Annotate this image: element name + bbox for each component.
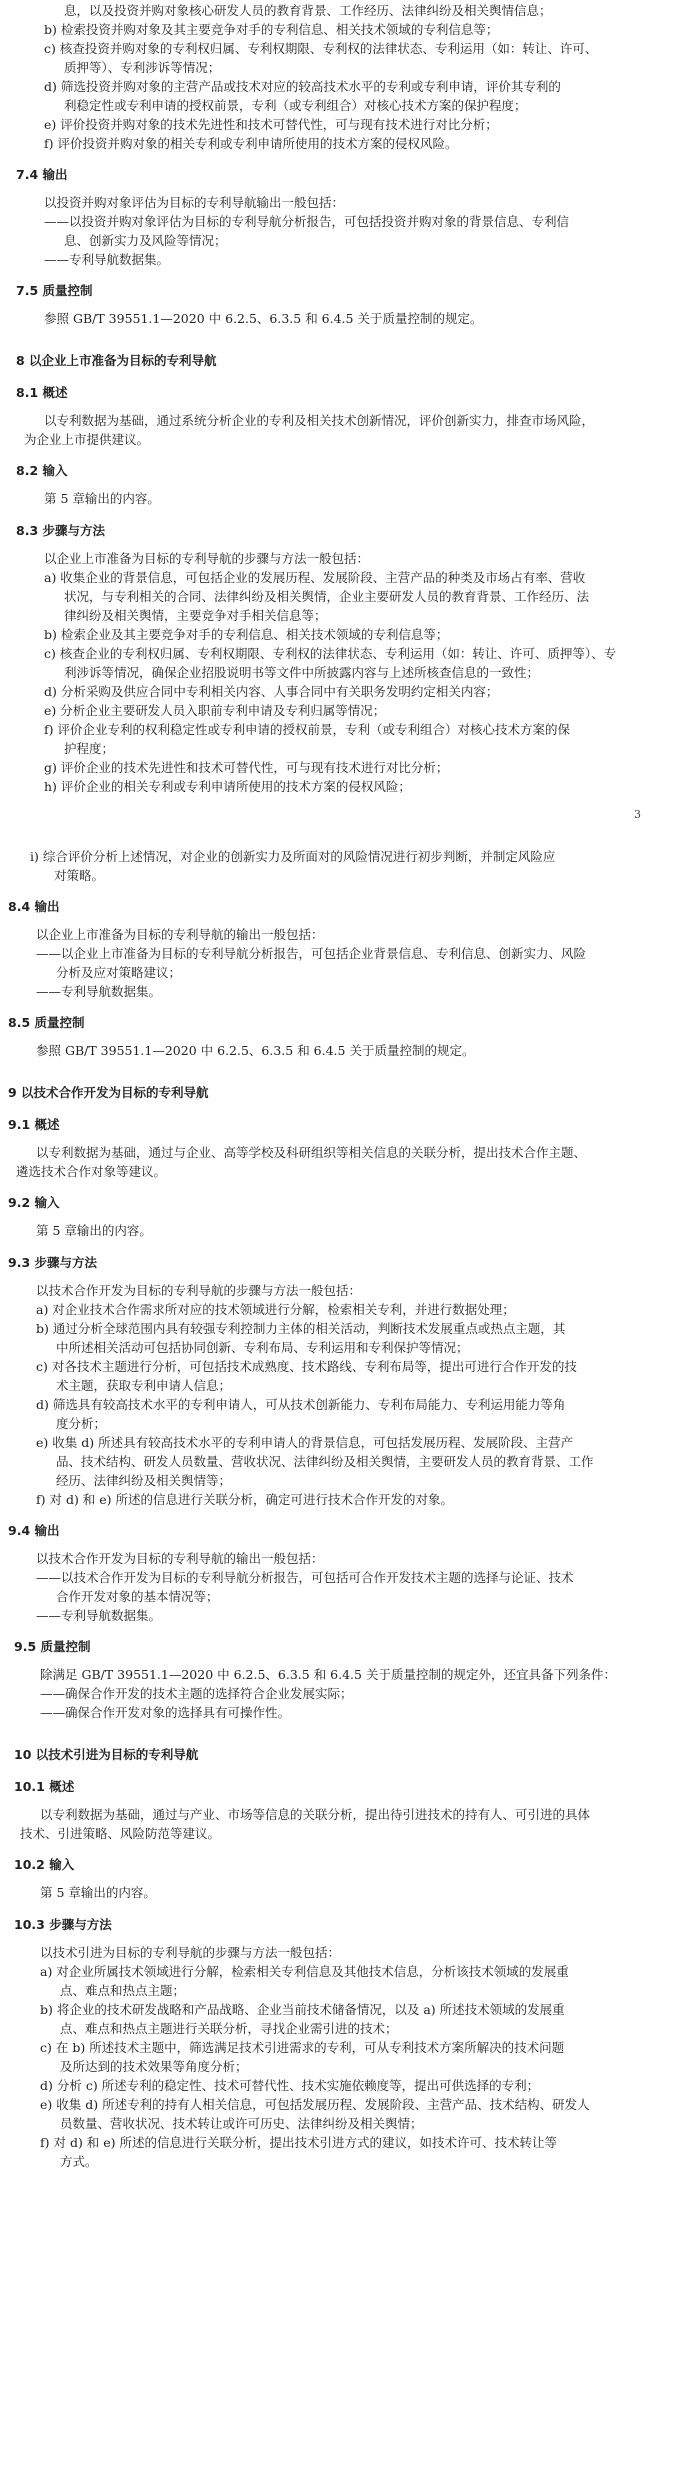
list-item: d) 分析采购及供应合同中专利相关内容、人事合同中有关职务发明约定相关内容； (44, 684, 499, 699)
list-item: ——确保合作开发的技术主题的选择符合企业发展实际； (40, 1686, 353, 1701)
section-heading: 9.5 质量控制 (14, 1639, 91, 1654)
list-item: d) 筛选投资并购对象的主营产品或技术对应的较高技术水平的专利或专利申请，评价其专利的 (44, 79, 561, 94)
text-line: 以投资并购对象评估为目标的专利导航输出一般包括： (44, 195, 345, 210)
text-line: 及所达到的技术效果等角度分析； (60, 2059, 248, 2074)
text-line: 遴选技术合作对象等建议。 (16, 1164, 167, 1179)
text-line: 参照 GB/T 39551.1—2020 中 6.2.5、6.3.5 和 6.4.5 关于质量控制的规定。 (44, 311, 483, 326)
text-line: 第 5 章输出的内容。 (44, 491, 160, 506)
list-item: ——专利导航数据集。 (36, 984, 162, 999)
list-item: ——专利导航数据集。 (36, 1608, 162, 1623)
text-line: 合作开发对象的基本情况等； (56, 1589, 219, 1604)
text-line: 以专利数据为基础，通过系统分析企业的专利及相关技术创新情况，评价创新实力，排查市场风险， (44, 413, 595, 428)
text-line: 状况，与专利相关的合同、法律纠纷及相关舆情，企业主要研发人员的教育背景、工作经历、法 (64, 589, 590, 604)
text-line: 以专利数据为基础，通过与企业、高等学校及科研组织等相关信息的关联分析，提出技术合作主题、 (36, 1145, 587, 1160)
section-heading: 7.5 质量控制 (16, 283, 93, 298)
list-item: c) 核查投资并购对象的专利权归属、专利权期限、专利权的法律状态、专利运用（如：转让、许可、 (44, 41, 598, 56)
text-line: 律纠纷及相关舆情，主要竞争对手相关信息等； (64, 608, 327, 623)
text-line: 息，以及投资并购对象核心研发人员的教育背景、工作经历、法律纠纷及相关舆情信息； (64, 3, 552, 18)
list-item: f) 评价企业专利的权利稳定性或专利申请的授权前景，专利（或专利组合）对核心技术方案的保 (44, 722, 570, 737)
text-line: 经历、法律纠纷及相关舆情等； (56, 1473, 232, 1488)
list-item: a) 对企业所属技术领域进行分解，检索相关专利信息及其他技术信息，分析该技术领域的发展重 (40, 1964, 569, 1979)
text-line: 为企业上市提供建议。 (24, 432, 150, 447)
text-line: 度分析； (56, 1416, 107, 1431)
list-item: d) 筛选具有较高技术水平的专利申请人，可从技术创新能力、专利布局能力、专利运用能力等角 (36, 1397, 566, 1412)
list-item: e) 收集 d) 所述专利的持有人相关信息，可包括发展历程、发展阶段、主营产品、技术结构、研发人 (40, 2097, 590, 2112)
list-item: c) 核查企业的专利权归属、专利权期限、专利权的法律状态、专利运用（如：转让、许可、质押等）、专 (44, 646, 617, 661)
list-item: a) 收集企业的背景信息，可包括企业的发展历程、发展阶段、主营产品的种类及市场占有率、营收 (44, 570, 586, 585)
list-item: c) 在 b) 所述技术主题中，筛选满足技术引进需求的专利，可从专利技术方案所解决的技术问题 (40, 2040, 565, 2055)
list-item: h) 评价企业的相关专利或专利申请所使用的技术方案的侵权风险； (44, 779, 411, 794)
text-line: 第 5 章输出的内容。 (36, 1223, 152, 1238)
text-line: 技术、引进策略、风险防范等建议。 (20, 1826, 221, 1841)
section-heading: 10.2 输入 (14, 1857, 75, 1872)
text-line: 第 5 章输出的内容。 (40, 1885, 156, 1900)
list-item: b) 将企业的技术研发战略和产品战略、企业当前技术储备情况，以及 a) 所述技术领域的发展重 (40, 2002, 565, 2017)
list-item: f) 评价投资并购对象的相关专利或专利申请所使用的技术方案的侵权风险。 (44, 136, 458, 151)
section-heading: 8.4 输出 (8, 899, 60, 914)
section-heading: 9.2 输入 (8, 1195, 60, 1210)
text-line: 中所述相关活动可包括协同创新、专利布局、专利运用和专利保护等情况； (56, 1340, 469, 1355)
text-line: 护程度； (64, 741, 115, 756)
text-line: 员数量、营收状况、技术转让或许可历史、法律纠纷及相关舆情； (60, 2116, 423, 2131)
section-heading: 9.3 步骤与方法 (8, 1255, 97, 1270)
list-item: f) 对 d) 和 e) 所述的信息进行关联分析，提出技术引进方式的建议，如技术许可、技术转让等 (40, 2135, 558, 2150)
list-item: b) 检索企业及其主要竞争对手的专利信息、相关技术领域的专利信息等； (44, 627, 449, 642)
list-item: ——以企业上市准备为目标的专利导航分析报告，可包括企业背景信息、专利信息、创新实力、风险 (36, 946, 587, 961)
list-item: ——以技术合作开发为目标的专利导航分析报告，可包括可合作开发技术主题的选择与论证、技术 (36, 1570, 574, 1585)
section-heading: 8.5 质量控制 (8, 1015, 85, 1030)
text-line: 参照 GB/T 39551.1—2020 中 6.2.5、6.3.5 和 6.4.5 关于质量控制的规定。 (36, 1043, 475, 1058)
text-line: 点、难点和热点主题进行关联分析，寻找企业需引进的技术； (60, 2021, 398, 2036)
text-line: 以企业上市准备为目标的专利导航的步骤与方法一般包括： (44, 551, 370, 566)
text-line: 对策略。 (54, 868, 105, 883)
chapter-heading: 10 以技术引进为目标的专利导航 (14, 1747, 199, 1762)
text-line: 分析及应对策略建议； (56, 965, 182, 980)
text-line: 以企业上市准备为目标的专利导航的输出一般包括： (36, 927, 324, 942)
list-item: e) 分析企业主要研发人员入职前专利申请及专利归属等情况； (44, 703, 386, 718)
list-item: ——以投资并购对象评估为目标的专利导航分析报告，可包括投资并购对象的背景信息、专利信 (44, 214, 570, 229)
text-line: 除满足 GB/T 39551.1—2020 中 6.2.5、6.3.5 和 6.4.5 关于质量控制的规定外，还宜具备下列条件： (40, 1667, 616, 1682)
list-item: c) 对各技术主题进行分析，可包括技术成熟度、技术路线、专利布局等，提出可进行合作开发的技 (36, 1359, 577, 1374)
section-heading: 8.2 输入 (16, 463, 68, 478)
list-item: ——专利导航数据集。 (44, 252, 170, 267)
text-line: 品、技术结构、研发人员数量、营收状况、法律纠纷及相关舆情，主要研发人员的教育背景、工作 (56, 1454, 594, 1469)
list-item: g) 评价企业的技术先进性和技术可替代性，可与现有技术进行对比分析； (44, 760, 449, 775)
list-item: d) 分析 c) 所述专利的稳定性、技术可替代性、技术实施依赖度等，提出可供选择的专利； (40, 2078, 540, 2093)
section-heading: 9.4 输出 (8, 1523, 60, 1538)
list-item: e) 评价投资并购对象的技术先进性和技术可替代性，可与现有技术进行对比分析； (44, 117, 498, 132)
list-item: a) 对企业技术合作需求所对应的技术领域进行分解，检索相关专利，并进行数据处理； (36, 1302, 515, 1317)
section-heading: 8.1 概述 (16, 385, 68, 400)
section-heading: 8.3 步骤与方法 (16, 523, 105, 538)
list-item: f) 对 d) 和 e) 所述的信息进行关联分析，确定可进行技术合作开发的对象。 (36, 1492, 454, 1507)
text-line: 息、创新实力及风险等情况； (64, 233, 227, 248)
text-line: 以技术引进为目标的专利导航的步骤与方法一般包括： (40, 1945, 341, 1960)
chapter-heading: 8 以企业上市准备为目标的专利导航 (16, 353, 217, 368)
text-line: 质押等）、专利涉诉等情况； (64, 60, 221, 75)
text-line: 点、难点和热点主题； (60, 1983, 186, 1998)
section-heading: 7.4 输出 (16, 167, 68, 182)
list-item: b) 检索投资并购对象及其主要竞争对手的专利信息、相关技术领域的专利信息等； (44, 22, 499, 37)
text-line: 利涉诉等情况，确保企业招股说明书等文件中所披露内容与上述所核查信息的一致性； (64, 665, 540, 680)
text-line: 以技术合作开发为目标的专利导航的输出一般包括： (36, 1551, 324, 1566)
text-line: 以专利数据为基础，通过与产业、市场等信息的关联分析，提出待引进技术的持有人、可引进的具体 (40, 1807, 591, 1822)
text-line: 方式。 (60, 2154, 98, 2169)
list-item: b) 通过分析全球范围内具有较强专利控制力主体的相关活动，判断技术发展重点或热点主题，其 (36, 1321, 566, 1336)
section-heading: 9.1 概述 (8, 1117, 60, 1132)
text-line: 术主题，获取专利申请人信息； (56, 1378, 232, 1393)
chapter-heading: 9 以技术合作开发为目标的专利导航 (8, 1085, 209, 1100)
text-line: 以技术合作开发为目标的专利导航的步骤与方法一般包括： (36, 1283, 362, 1298)
section-heading: 10.1 概述 (14, 1779, 75, 1794)
page-number: 3 (634, 808, 641, 821)
text-line: 利稳定性或专利申请的授权前景，专利（或专利组合）对核心技术方案的保护程度； (64, 98, 527, 113)
list-item: i) 综合评价分析上述情况，对企业的创新实力及所面对的风险情况进行初步判断，并制定风险应 (30, 849, 556, 864)
list-item: ——确保合作开发对象的选择具有可操作性。 (40, 1705, 291, 1720)
section-heading: 10.3 步骤与方法 (14, 1917, 112, 1932)
list-item: e) 收集 d) 所述具有较高技术水平的专利申请人的背景信息，可包括发展历程、发展阶段、主营产 (36, 1435, 574, 1450)
